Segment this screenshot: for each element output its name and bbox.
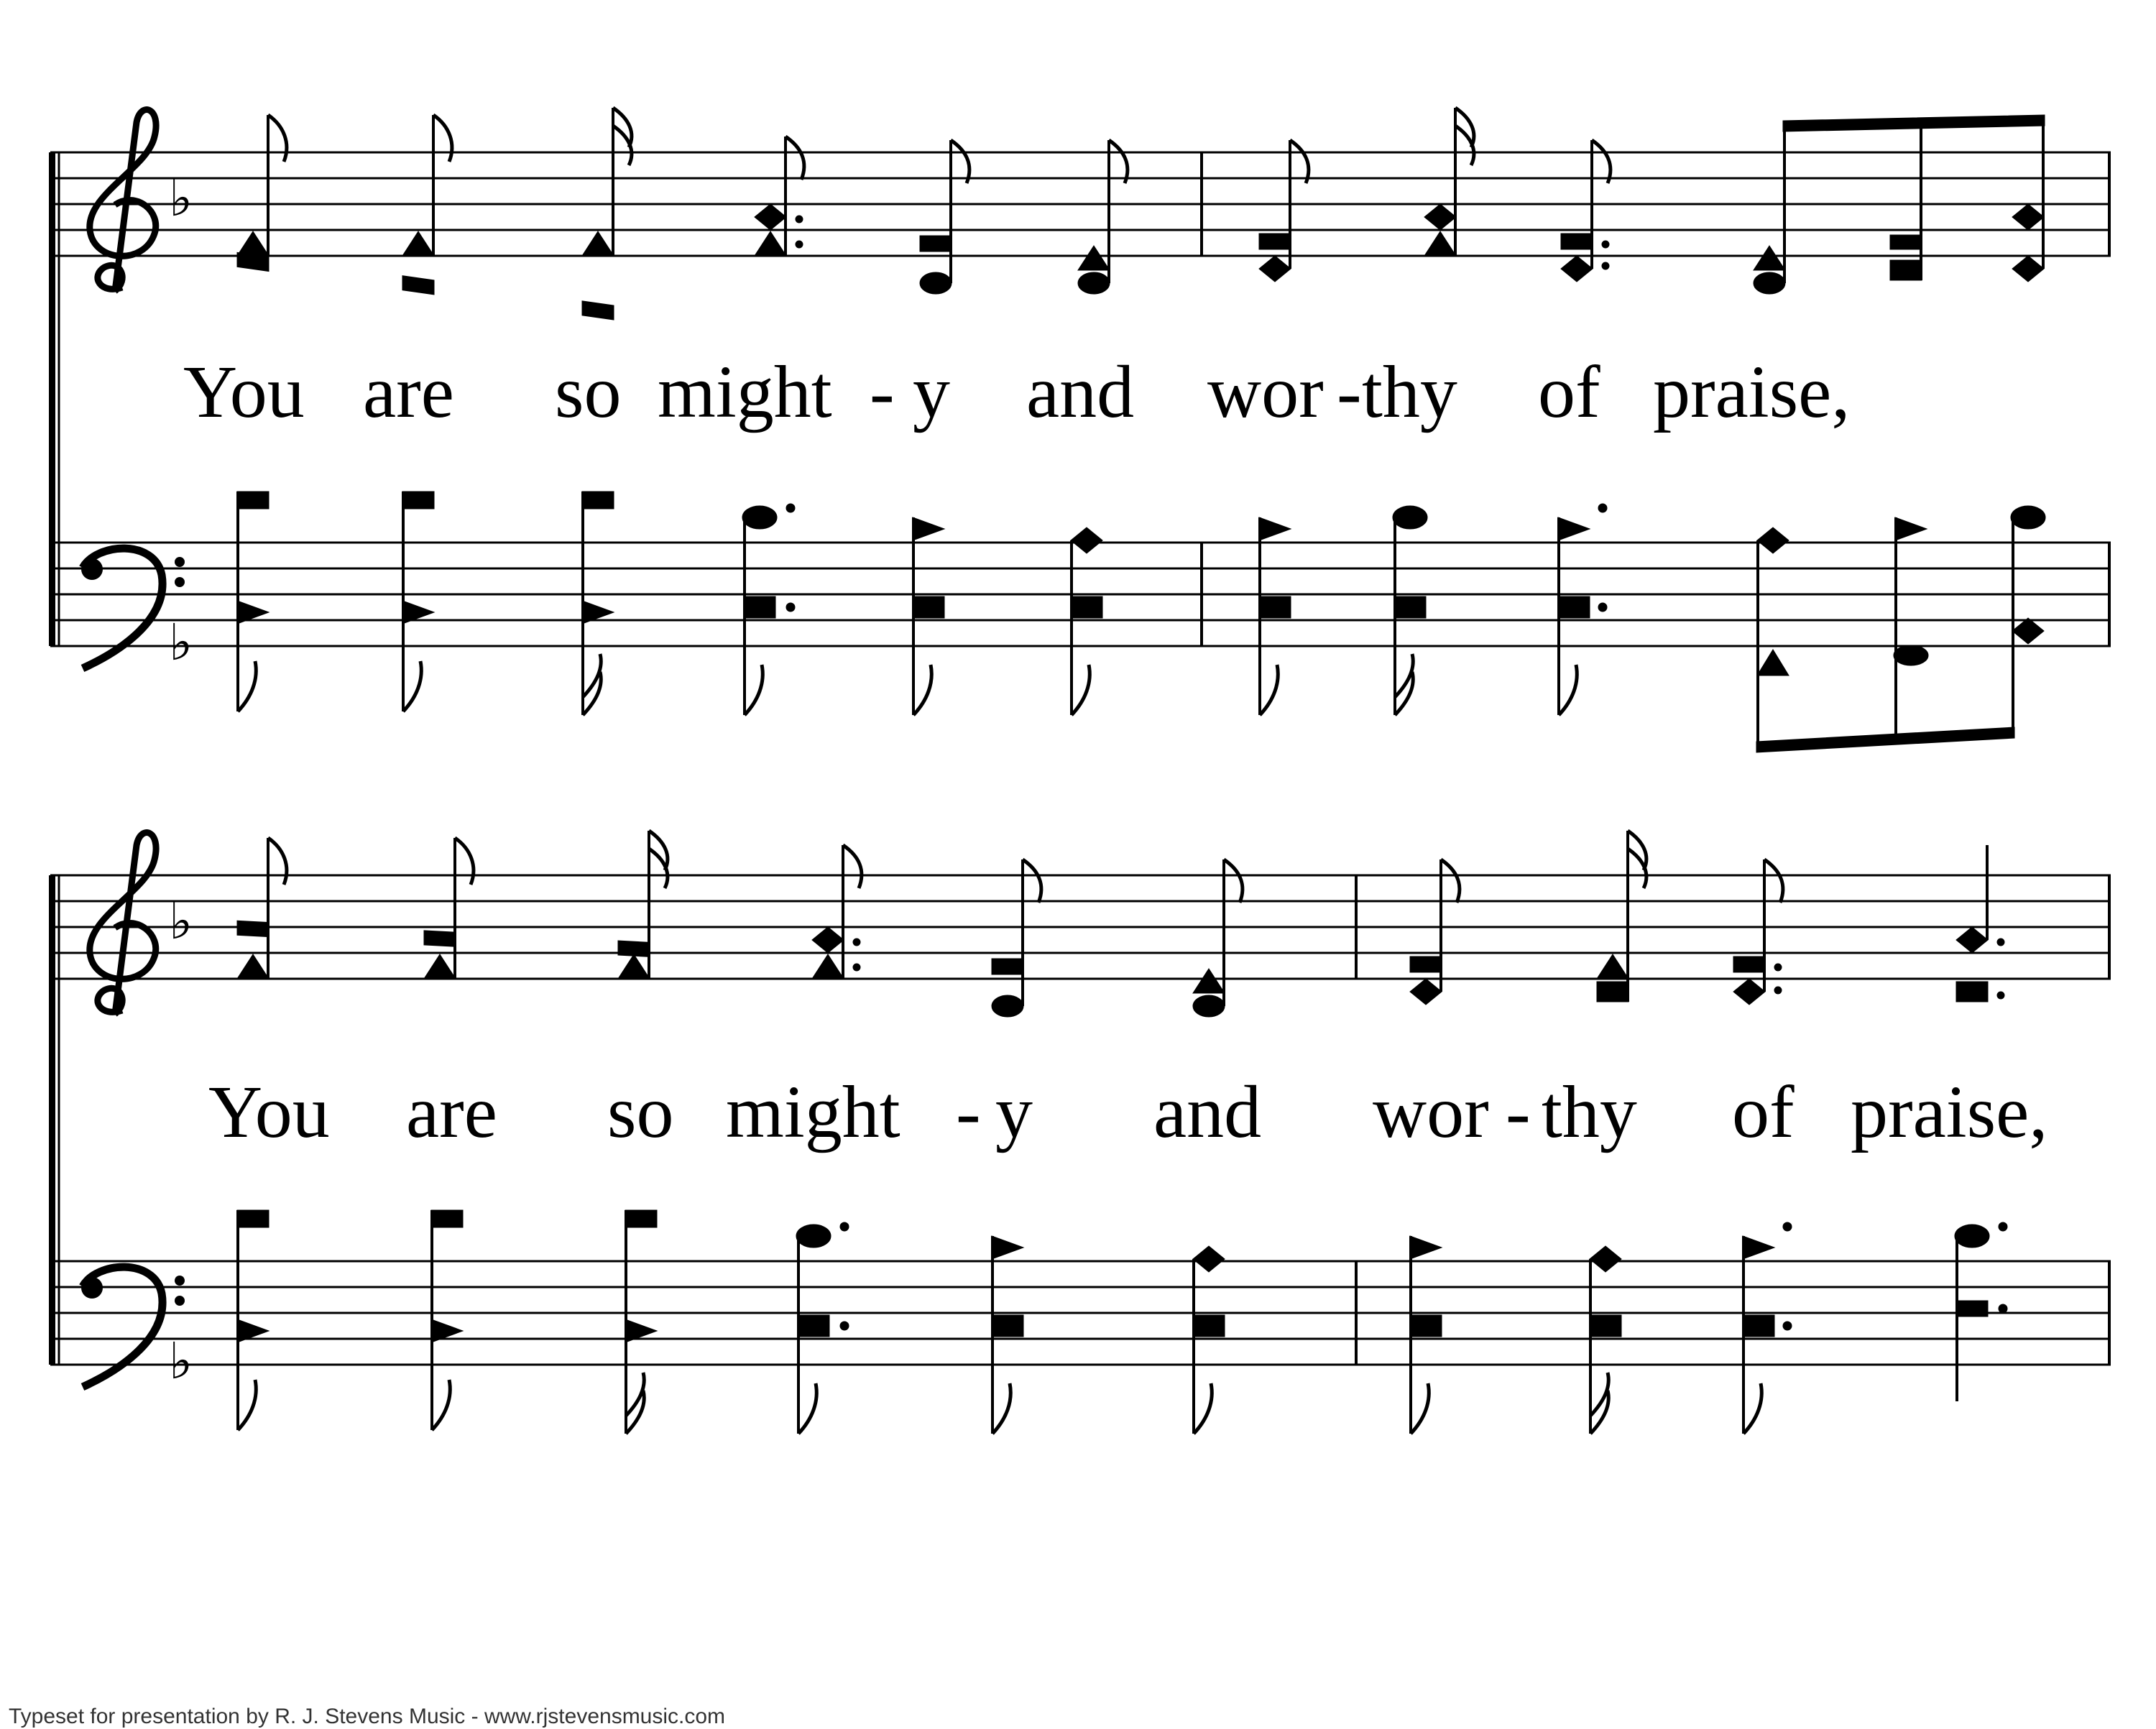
note bbox=[1894, 517, 1928, 740]
lyric-syllable: might bbox=[726, 1071, 900, 1153]
flat-icon: ♭ bbox=[169, 892, 193, 951]
note bbox=[1424, 108, 1474, 256]
note bbox=[913, 517, 944, 715]
lyric-syllable: You bbox=[208, 1071, 330, 1153]
lyric-syllable: might bbox=[658, 351, 832, 433]
lyric-hyphen: - bbox=[1337, 351, 1362, 433]
note bbox=[1410, 859, 1460, 1005]
treble-notes-1 bbox=[237, 108, 2045, 320]
treble-staff-2 bbox=[50, 875, 2111, 979]
note bbox=[1757, 527, 1789, 747]
flat-icon: ♭ bbox=[169, 169, 193, 228]
note bbox=[1561, 140, 1611, 282]
treble-notes-2 bbox=[237, 831, 2004, 1017]
website-link[interactable]: www.rjstevensmusic.com bbox=[484, 1705, 726, 1728]
note bbox=[1754, 126, 1785, 294]
lyric-hyphen: - bbox=[956, 1071, 981, 1153]
lyric-syllable: so bbox=[555, 351, 622, 433]
note bbox=[582, 492, 614, 715]
beam bbox=[1783, 115, 2045, 132]
note bbox=[237, 492, 269, 711]
note bbox=[992, 859, 1041, 1017]
note bbox=[431, 1210, 463, 1430]
note bbox=[1558, 504, 1607, 715]
note bbox=[237, 838, 287, 979]
lyric-syllable: You bbox=[183, 351, 305, 433]
lyric-syllable: so bbox=[607, 1071, 674, 1153]
lyric-syllable: y bbox=[913, 351, 950, 433]
beam bbox=[1756, 727, 2014, 752]
note bbox=[424, 838, 474, 979]
bass-staff-1 bbox=[50, 543, 2111, 646]
lyric-syllable: and bbox=[1026, 351, 1135, 433]
note bbox=[920, 140, 969, 294]
lyric-syllable: and bbox=[1153, 1071, 1262, 1153]
note bbox=[1259, 517, 1291, 715]
treble-clef-icon bbox=[90, 833, 156, 1014]
lyric-hyphen: - bbox=[870, 351, 895, 433]
treble-clef-icon bbox=[90, 110, 156, 291]
note bbox=[1597, 831, 1646, 1002]
lyric-syllable: wor bbox=[1373, 1071, 1489, 1153]
bass-notes-2 bbox=[237, 1210, 2007, 1434]
lyric-syllable: are bbox=[406, 1071, 497, 1153]
lyric-syllable: thy bbox=[1542, 1071, 1637, 1153]
bass-notes-1 bbox=[237, 492, 2045, 752]
lyric-syllable: praise, bbox=[1653, 351, 1851, 433]
lyric-syllable: praise, bbox=[1851, 1071, 2048, 1153]
lyric-syllable: are bbox=[363, 351, 454, 433]
note bbox=[1259, 140, 1309, 282]
flat-icon: ♭ bbox=[169, 1332, 193, 1391]
note bbox=[402, 492, 434, 711]
lyric-hyphen: - bbox=[1506, 1071, 1531, 1153]
bass-staff-2 bbox=[50, 1261, 2111, 1365]
lyric-syllable: of bbox=[1732, 1071, 1795, 1153]
note bbox=[237, 115, 287, 272]
note bbox=[1193, 859, 1243, 1017]
separator: - bbox=[465, 1705, 484, 1728]
note bbox=[1410, 1236, 1442, 1434]
note bbox=[625, 1210, 657, 1434]
note bbox=[742, 504, 795, 715]
system-2 bbox=[49, 831, 2111, 1434]
note bbox=[582, 108, 632, 320]
flat-icon: ♭ bbox=[169, 613, 193, 672]
lyric-syllable: wor bbox=[1207, 351, 1324, 433]
note bbox=[992, 1236, 1023, 1434]
lyric-syllable: thy bbox=[1362, 351, 1457, 433]
lyric-syllable: y bbox=[995, 1071, 1033, 1153]
note bbox=[1393, 506, 1427, 715]
system-brace bbox=[49, 875, 55, 1365]
lyrics-line-1 bbox=[183, 351, 1850, 433]
system-1 bbox=[49, 108, 2111, 752]
footer-credit bbox=[9, 1705, 725, 1729]
note bbox=[618, 831, 668, 979]
note bbox=[237, 1210, 269, 1430]
note bbox=[796, 1222, 849, 1434]
system-brace bbox=[49, 152, 55, 646]
lyrics-line-2 bbox=[208, 1071, 2047, 1153]
note bbox=[1733, 859, 1783, 1005]
lyric-syllable: of bbox=[1538, 351, 1600, 433]
note bbox=[1743, 1222, 1792, 1434]
note bbox=[755, 137, 804, 256]
note bbox=[1078, 140, 1128, 294]
credit-text: Typeset for presentation by R. J. Stevens Music bbox=[9, 1705, 466, 1728]
note bbox=[812, 845, 862, 979]
treble-staff-1 bbox=[50, 152, 2111, 256]
